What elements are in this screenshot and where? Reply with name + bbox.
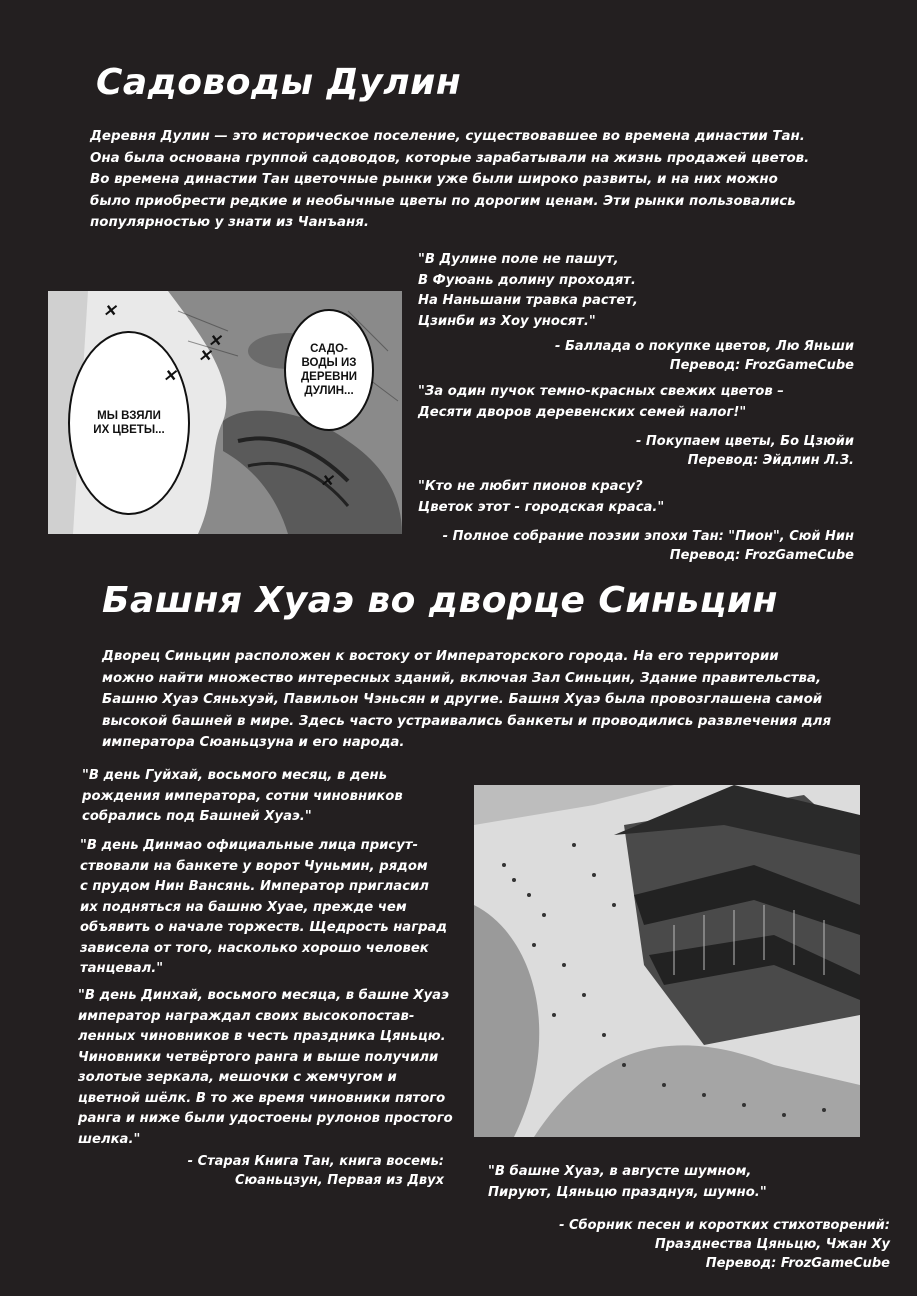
quote-line: Десяти дворов деревенских семей налог!" — [418, 404, 747, 420]
quote-dinghai — [78, 986, 453, 1150]
paragraph-line: Она была основана группой садоводов, которые зарабатывали на жизнь продажей цветов. — [90, 150, 810, 166]
paragraph-line: императора Сюаньцзуна и его народа. — [102, 735, 405, 751]
bubble-text: САДО- — [310, 343, 348, 355]
section2-paragraph — [102, 646, 831, 754]
quote-ballad — [418, 250, 638, 332]
quote-attribution — [636, 432, 854, 470]
quote-hua-e-tower — [488, 1162, 767, 1203]
quote-line: Пируют, Цяньцю празднуя, шумно." — [488, 1184, 767, 1200]
quote-line: золотые зеркала, мешочки с жемчугом и — [78, 1070, 397, 1085]
quote-line: шелка." — [78, 1131, 141, 1147]
quote-line: "В Дулине поле не пашут, — [418, 252, 619, 267]
palace-illustration — [474, 785, 860, 1137]
quote-line: собрались под Башней Хуаэ." — [82, 809, 312, 824]
speech-bubble-left — [68, 331, 190, 515]
quote-line: цветной шёлк. В то же время чиновники пятого — [78, 1090, 446, 1106]
quote-line: Цзинби из Хоу уносят." — [418, 313, 596, 329]
bubble-text: ДУЛИН... — [304, 385, 354, 397]
attribution-line: Перевод: FrozGameCube — [669, 358, 854, 373]
quote-attribution — [559, 1216, 890, 1273]
paragraph-line: Дворец Синьцин расположен к востоку от Императорского города. На его территории — [102, 649, 779, 664]
quote-line: "В башне Хуаэ, в августе шумном, — [488, 1164, 752, 1179]
paragraph-line: популярностью у знати из Чанъаня. — [90, 215, 369, 231]
bubble-text: МЫ ВЗЯЛИ — [97, 410, 161, 422]
attribution-line: - Покупаем цветы, Бо Цзюйи — [635, 434, 854, 449]
manga-panel-palace — [474, 785, 860, 1137]
quote-line: Чиновники четвёртого ранга и выше получили — [78, 1049, 439, 1065]
quote-line: "В день Динхай, восьмого месяца, в башне Хуаэ — [78, 988, 449, 1003]
quote-line: ствовали на банкете у ворот Чуньмин, рядом — [80, 858, 428, 874]
quote-line: "За один пучок темно-красных свежих цветов – — [418, 384, 784, 399]
section1-title: Садоводы Дулин — [96, 62, 462, 103]
attribution-line: Перевод: FrozGameCube — [705, 1256, 890, 1271]
attribution-line: Перевод: Эйдлин Л.З. — [687, 453, 854, 468]
sound-effect-mark: ✕ — [320, 471, 334, 490]
quote-attribution — [443, 527, 854, 565]
quote-guihai — [82, 766, 403, 828]
quote-line: зависела от того, насколько хорошо человек — [80, 940, 429, 956]
quote-line: ранга и ниже были удостоены рулонов простого — [78, 1111, 453, 1126]
sound-effect-mark: ✕ — [103, 301, 117, 320]
sound-effect-mark: ✕ — [163, 366, 177, 385]
sound-effect-mark: ✕ — [198, 346, 212, 365]
speech-bubble-right — [284, 309, 374, 431]
paragraph-line: Башню Хуаэ Сяньхуэй, Павильон Чэньсян и другие. Башня Хуаэ была провозглашена самой — [102, 692, 823, 708]
attribution-line: - Баллада о покупке цветов, Лю Яньши — [555, 339, 854, 354]
quote-line: танцевал." — [80, 961, 164, 976]
quote-line: Цветок этот - городская краса." — [418, 499, 665, 515]
section1-paragraph — [90, 126, 809, 234]
attribution-line: - Сборник песен и коротких стихотворений: — [559, 1218, 890, 1233]
attribution-line: Сюаньцзун, Первая из Двух — [235, 1173, 444, 1188]
quote-line: В Фуюань долину проходят. — [418, 272, 636, 288]
quote-line: На Наньшани травка растет, — [418, 293, 638, 308]
attribution-line: Празднества Цяньцю, Чжан Ху — [654, 1237, 890, 1252]
attribution-line: - Старая Книга Тан, книга восемь: — [187, 1154, 444, 1169]
paragraph-line: высокой башней в мире. Здесь часто устраивались банкеты и проводились развлечения для — [102, 713, 832, 729]
quote-attribution — [555, 337, 854, 375]
quote-line: "В день Гуйхай, восьмого месяц, в день — [82, 768, 387, 783]
section2-title: Башня Хуаэ во дворце Синьцин — [102, 580, 778, 621]
paragraph-line: было приобрести редкие и необычные цветы по дорогим ценам. Эти рынки пользовались — [90, 193, 796, 209]
quote-peony — [418, 477, 664, 518]
quote-attribution — [188, 1152, 444, 1190]
manga-panel-dulin — [48, 291, 402, 534]
quote-dingmao — [80, 836, 447, 980]
paragraph-line: Во времена династии Тан цветочные рынки уже были широко развиты, и на них можно — [90, 172, 778, 188]
bubble-text: ИХ ЦВЕТЫ... — [93, 424, 165, 436]
quote-line: "В день Динмао официальные лица присут- — [80, 838, 418, 853]
paragraph-line: Деревня Дулин — это историческое поселение, существовавшее во времена династии Тан. — [90, 129, 805, 144]
quote-line: их подняться на башню Хуае, прежде чем — [80, 899, 407, 915]
quote-line: с прудом Нин Вансянь. Император пригласил — [80, 879, 429, 894]
bubble-text: ВОДЫ ИЗ — [301, 357, 357, 369]
sound-effect-mark: ✕ — [208, 331, 222, 350]
quote-line: объявить о начале торжеств. Щедрость наград — [80, 920, 448, 935]
attribution-line: - Полное собрание поэзии эпохи Тан: "Пион", Сюй Нин — [442, 529, 854, 544]
quote-line: "Кто не любит пионов красу? — [418, 479, 643, 494]
bubble-text: ДЕРЕВНИ — [300, 371, 358, 383]
quote-line: ленных чиновников в честь праздника Цяньцю. — [78, 1029, 446, 1044]
quote-line: император награждал своих высокопостав- — [78, 1008, 415, 1024]
paragraph-line: можно найти множество интересных зданий, включая Зал Синьцин, Здание правительства, — [102, 670, 822, 686]
quote-line: рождения императора, сотни чиновников — [82, 788, 403, 804]
quote-buying-flowers — [418, 382, 784, 423]
attribution-line: Перевод: FrozGameCube — [669, 548, 854, 563]
